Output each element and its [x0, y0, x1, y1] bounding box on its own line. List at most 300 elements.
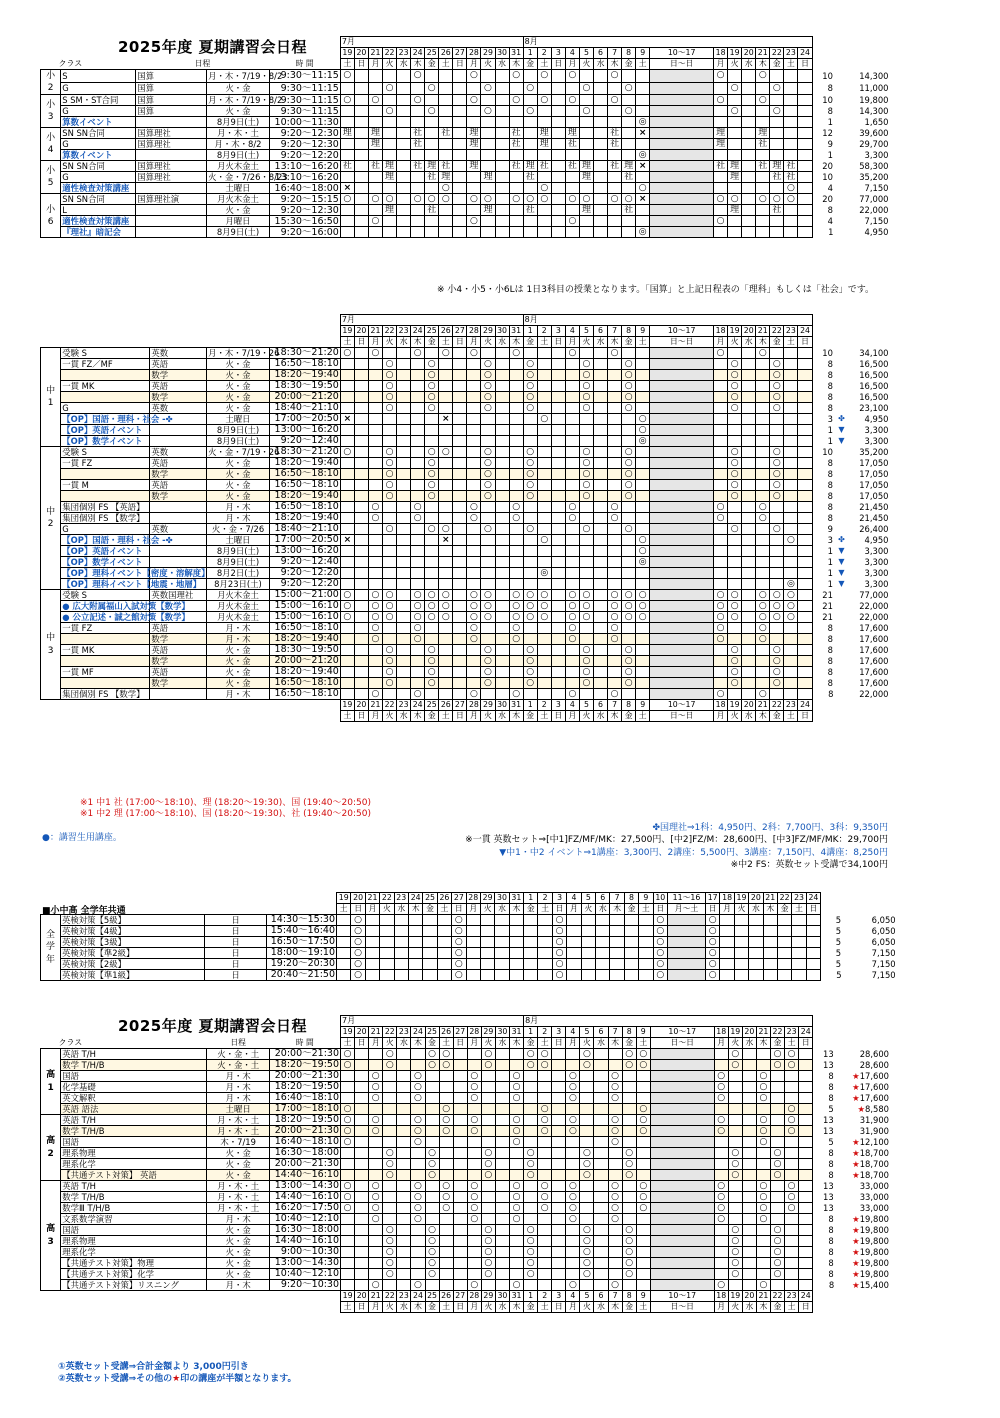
weekday-cell: 日	[355, 1302, 369, 1313]
empty-cell	[509, 579, 523, 590]
session-count: 10	[822, 172, 833, 183]
empty-cell	[594, 1049, 608, 1060]
empty-cell	[565, 678, 579, 689]
empty-cell	[537, 524, 551, 535]
schedule-days: 月・木・土	[207, 1126, 270, 1137]
empty-cell	[509, 1148, 523, 1159]
session-mark: ○	[467, 1115, 481, 1126]
class-time: 20:00～21:30	[270, 1049, 341, 1060]
empty-cell	[495, 612, 509, 623]
course-row	[41, 1115, 891, 1126]
empty-cell	[397, 568, 411, 579]
class-name: 一貫 FZ	[61, 458, 150, 469]
empty-cell	[565, 150, 579, 161]
session-mark: 社	[425, 172, 439, 183]
empty-cell	[636, 1258, 650, 1269]
date-cell: 24	[799, 1027, 813, 1038]
empty-cell	[785, 1148, 799, 1159]
price: 17,050	[859, 457, 889, 468]
session-mark: ○	[439, 590, 453, 601]
empty-cell	[622, 502, 636, 513]
session-mark: ○	[425, 612, 439, 623]
empty-cell	[439, 403, 453, 414]
course-row	[41, 1225, 891, 1236]
session-mark: ○	[425, 447, 439, 458]
session-mark: ○	[622, 1247, 636, 1258]
month-july: 7月	[340, 315, 523, 326]
empty-cell	[411, 359, 425, 370]
empty-cell	[481, 546, 495, 557]
empty-cell	[580, 1137, 594, 1148]
weekday-cell: 土	[341, 1302, 355, 1313]
empty-cell	[425, 557, 439, 568]
empty-cell	[411, 106, 425, 117]
date-cell: 1	[523, 48, 537, 59]
empty-cell	[509, 1236, 523, 1247]
session-mark: ○	[785, 1104, 799, 1115]
empty-cell	[495, 1126, 509, 1137]
empty-cell	[495, 1148, 509, 1159]
date-cell: 22	[770, 700, 784, 711]
empty-cell	[355, 1104, 369, 1115]
empty-cell	[742, 491, 756, 502]
session-mark: ○	[579, 106, 593, 117]
empty-cell	[439, 689, 453, 700]
empty-cell	[481, 70, 495, 83]
empty-cell	[397, 1060, 411, 1071]
empty-cell	[636, 370, 650, 381]
weekday-cell: 火	[581, 904, 595, 915]
empty-cell	[383, 1280, 397, 1291]
empty-cell	[481, 1126, 495, 1137]
elementary-schedule-table	[40, 36, 890, 238]
price: 16,500	[859, 391, 889, 402]
session-mark: ○	[481, 612, 495, 623]
option-symbol: ▼	[838, 568, 845, 577]
empty-cell	[593, 172, 607, 183]
empty-cell	[481, 95, 495, 106]
empty-cell	[742, 370, 756, 381]
symbol-blank	[834, 469, 848, 480]
session-mark: ○	[481, 392, 495, 403]
empty-cell	[566, 1247, 580, 1258]
session-mark: ○	[383, 1258, 397, 1269]
empty-cell	[552, 1170, 566, 1181]
session-mark: ○	[369, 1126, 383, 1137]
empty-cell	[763, 948, 777, 959]
schedule-days: 月・木	[207, 513, 270, 524]
date-cell: 24	[798, 48, 812, 59]
empty-cell	[481, 1104, 495, 1115]
empty-cell	[453, 172, 467, 183]
weekday-cell: 金	[425, 1302, 439, 1313]
empty-cell	[806, 937, 820, 948]
empty-cell	[538, 948, 552, 959]
schedule-days: 土曜日	[207, 1104, 270, 1115]
session-mark: ○	[467, 1126, 481, 1137]
session-mark: ○	[756, 1126, 770, 1137]
empty-cell	[369, 1137, 383, 1148]
price: 6,050	[871, 925, 896, 936]
empty-cell	[509, 926, 523, 937]
empty-cell	[622, 1082, 636, 1093]
session-mark: ○	[728, 1060, 742, 1071]
empty-cell	[495, 205, 509, 216]
empty-cell	[552, 1236, 566, 1247]
empty-cell	[552, 1159, 566, 1170]
class-time: 9:20～12:20	[269, 150, 340, 161]
session-mark: ○	[636, 183, 650, 194]
price: ★19,800	[852, 1235, 889, 1246]
empty-cell	[538, 1236, 552, 1247]
price: 3,300	[864, 545, 889, 556]
empty-cell	[537, 172, 551, 183]
empty-cell	[756, 1159, 770, 1170]
class-time: 18:30～19:50	[269, 645, 340, 656]
price: ★8,580	[857, 1103, 889, 1114]
course-row	[41, 425, 890, 436]
session-count: 8	[827, 468, 833, 479]
empty-cell	[411, 480, 425, 491]
session-mark: ○	[636, 1115, 650, 1126]
empty-cell	[785, 1093, 799, 1104]
empty-cell	[594, 1126, 608, 1137]
empty-cell	[636, 1093, 650, 1104]
empty-cell	[756, 1247, 770, 1258]
empty-cell	[495, 1170, 509, 1181]
weekday-cell: 火	[383, 1038, 397, 1049]
session-count: 8	[828, 1147, 834, 1158]
empty-cell	[397, 612, 411, 623]
empty-cell	[383, 623, 397, 634]
empty-cell	[439, 227, 453, 238]
class-name: 【OP】英語イベント	[61, 546, 150, 557]
empty-cell	[509, 425, 523, 436]
price: 35,200	[859, 446, 889, 457]
empty-cell	[608, 216, 622, 227]
empty-cell	[354, 348, 368, 359]
empty-cell	[728, 150, 742, 161]
symbol-blank	[835, 1280, 849, 1291]
empty-cell	[756, 1225, 770, 1236]
session-mark: ○	[523, 601, 537, 612]
symbol-blank	[835, 1082, 849, 1093]
session-mark: ○	[785, 1203, 799, 1214]
schedule-days: 木・7/19	[207, 1137, 270, 1148]
session-mark: ○	[411, 95, 425, 106]
empty-cell	[650, 425, 714, 436]
empty-cell	[439, 1269, 453, 1280]
empty-cell	[565, 458, 579, 469]
empty-cell	[785, 1258, 799, 1269]
weekday-cell: 月	[466, 904, 480, 915]
empty-cell	[650, 205, 714, 216]
schedule-days: 8月9日(土)	[207, 227, 270, 238]
weekday-cell: 日	[355, 1038, 369, 1049]
empty-cell	[397, 634, 411, 645]
empty-cell	[798, 623, 812, 634]
empty-cell	[523, 436, 537, 447]
class-name: ● 公立記述・誠之館対策【数学】	[62, 611, 190, 622]
session-mark: ○	[728, 480, 742, 491]
date-cell: 24	[799, 1291, 813, 1302]
empty-cell	[650, 689, 714, 700]
empty-cell	[799, 1049, 813, 1060]
session-mark: ○	[566, 1203, 580, 1214]
empty-cell	[537, 392, 551, 403]
empty-cell	[397, 1104, 411, 1115]
weekday-cell: 日	[452, 904, 466, 915]
empty-cell	[579, 579, 593, 590]
empty-cell	[453, 1148, 467, 1159]
session-mark: ○	[636, 1192, 650, 1203]
empty-cell	[467, 370, 481, 381]
weekday-cell: 日	[552, 1302, 566, 1313]
session-mark: ○	[728, 1258, 742, 1269]
empty-cell	[425, 414, 439, 425]
price: ★18,700	[852, 1147, 889, 1158]
class-time: 9:20～16:00	[269, 227, 340, 238]
empty-cell	[593, 601, 607, 612]
class-name: ● 広大附属福山入試対策【数学】	[62, 600, 190, 611]
date-cell: 2	[538, 1027, 552, 1038]
session-mark: ○	[467, 623, 481, 634]
session-mark: ○	[523, 359, 537, 370]
empty-cell	[439, 1148, 453, 1159]
empty-cell	[667, 970, 705, 981]
session-count: 8	[828, 1235, 834, 1246]
empty-cell	[552, 1082, 566, 1093]
weekday-cell: 日	[653, 904, 667, 915]
course-row	[41, 1192, 891, 1203]
session-mark: ○	[467, 348, 481, 359]
empty-cell	[509, 447, 523, 458]
session-mark: ○	[383, 1049, 397, 1060]
empty-cell	[467, 579, 481, 590]
empty-cell	[728, 139, 742, 150]
session-mark: ○	[341, 1181, 355, 1192]
session-mark: ○	[785, 1115, 799, 1126]
schedule-days: 月・木	[207, 689, 270, 700]
session-mark: ○	[481, 359, 495, 370]
date-cell: 6	[593, 700, 607, 711]
empty-cell	[368, 546, 382, 557]
session-mark: ○	[481, 370, 495, 381]
empty-cell	[742, 436, 756, 447]
empty-cell	[354, 612, 368, 623]
empty-cell	[636, 106, 650, 117]
empty-cell	[593, 106, 607, 117]
empty-cell	[566, 1258, 580, 1269]
empty-cell	[714, 469, 728, 480]
empty-cell	[467, 1225, 481, 1236]
class-name	[61, 392, 150, 403]
empty-cell	[394, 937, 408, 948]
date-cell: 22	[383, 326, 397, 337]
empty-cell	[792, 959, 806, 970]
empty-cell	[425, 216, 439, 227]
empty-cell	[538, 1225, 552, 1236]
empty-cell	[622, 414, 636, 425]
session-mark: ○	[770, 656, 784, 667]
empty-cell	[639, 970, 653, 981]
empty-cell	[495, 414, 509, 425]
empty-cell	[495, 392, 509, 403]
class-time: 16:30～18:00	[270, 1148, 341, 1159]
empty-cell	[551, 623, 565, 634]
empty-cell	[756, 1148, 770, 1159]
empty-cell	[593, 590, 607, 601]
empty-cell	[337, 959, 351, 970]
course-row	[41, 205, 890, 216]
weekday-cell: 水	[394, 904, 408, 915]
empty-cell	[608, 1225, 622, 1236]
empty-cell	[411, 568, 425, 579]
session-mark: ○	[653, 937, 667, 948]
session-mark: ○	[622, 1225, 636, 1236]
empty-cell	[799, 1280, 813, 1291]
date-cell: 22	[383, 700, 397, 711]
session-mark: 社	[565, 161, 579, 172]
session-mark: 理	[728, 161, 742, 172]
session-mark: ○	[467, 612, 481, 623]
session-count: 10	[822, 347, 833, 358]
session-mark: ○	[425, 1049, 439, 1060]
empty-cell	[742, 546, 756, 557]
class-name: 【OP】数学イベント	[61, 557, 150, 568]
session-mark: ○	[552, 959, 566, 970]
session-mark: ◎	[636, 436, 650, 447]
empty-cell	[552, 1225, 566, 1236]
empty-cell	[355, 1137, 369, 1148]
date-cell: 25	[425, 1027, 439, 1038]
session-mark: ○	[580, 1170, 594, 1181]
empty-cell	[397, 1225, 411, 1236]
date-cell: 31	[509, 1027, 523, 1038]
empty-cell	[594, 1236, 608, 1247]
empty-cell	[728, 623, 742, 634]
session-count: 1	[827, 567, 833, 578]
empty-cell	[439, 425, 453, 436]
empty-cell	[509, 205, 523, 216]
empty-cell	[798, 139, 812, 150]
date-cell: 30	[495, 1291, 509, 1302]
session-mark: ○	[425, 392, 439, 403]
weekday-cell: 木	[763, 904, 777, 915]
empty-cell	[581, 915, 595, 926]
session-mark: ○	[622, 656, 636, 667]
session-mark: ○	[509, 1181, 523, 1192]
empty-cell	[453, 1236, 467, 1247]
empty-cell	[467, 106, 481, 117]
empty-cell	[756, 480, 770, 491]
header-blank	[41, 1291, 341, 1302]
empty-cell	[354, 469, 368, 480]
empty-cell	[580, 1192, 594, 1203]
empty-cell	[579, 95, 593, 106]
empty-cell	[798, 425, 812, 436]
empty-cell	[340, 139, 354, 150]
session-mark: ○	[728, 601, 742, 612]
empty-cell	[466, 948, 480, 959]
session-mark: ○	[481, 381, 495, 392]
empty-cell	[624, 959, 638, 970]
empty-cell	[439, 546, 453, 557]
empty-cell	[799, 1093, 813, 1104]
note-fs: ※中2 FS：英数セット受講で34,100円	[730, 860, 888, 870]
session-mark: ○	[608, 623, 622, 634]
session-mark: ○	[579, 645, 593, 656]
grade-label: 全 学 年	[41, 915, 61, 981]
empty-cell	[383, 436, 397, 447]
session-count: 1	[827, 578, 833, 589]
course-row	[41, 216, 890, 227]
empty-cell	[509, 1104, 523, 1115]
course-row	[41, 579, 890, 590]
course-row	[41, 645, 890, 656]
empty-cell	[593, 656, 607, 667]
page-title-2: 2025年度 夏期講習会日程	[118, 1017, 307, 1035]
empty-cell	[622, 568, 636, 579]
empty-cell	[453, 656, 467, 667]
empty-cell	[397, 513, 411, 524]
empty-cell	[383, 546, 397, 557]
empty-cell	[425, 436, 439, 447]
empty-cell	[538, 1214, 552, 1225]
empty-cell	[636, 513, 650, 524]
empty-cell	[608, 1269, 622, 1280]
empty-cell	[439, 359, 453, 370]
subjects	[136, 117, 207, 128]
weekday-cell: 木	[509, 711, 523, 722]
empty-cell	[453, 117, 467, 128]
empty-cell	[770, 502, 784, 513]
empty-cell	[734, 926, 748, 937]
empty-cell	[453, 216, 467, 227]
empty-cell	[509, 106, 523, 117]
empty-cell	[770, 139, 784, 150]
date-cell: 2	[538, 893, 552, 904]
empty-cell	[784, 480, 798, 491]
empty-cell	[495, 425, 509, 436]
empty-cell	[650, 1203, 714, 1214]
weekday-cell: 水	[749, 904, 763, 915]
course-row	[41, 95, 890, 106]
weekday-cell: 土	[537, 337, 551, 348]
empty-cell	[481, 1203, 495, 1214]
weekday-cell: 月	[714, 1302, 728, 1313]
empty-cell	[785, 1159, 799, 1170]
session-mark: ○	[728, 1148, 742, 1159]
session-mark: ○	[509, 95, 523, 106]
course-row	[41, 535, 890, 546]
session-mark: ○	[537, 183, 551, 194]
session-mark: ○	[714, 95, 728, 106]
class-name	[61, 469, 150, 480]
empty-cell	[608, 678, 622, 689]
empty-cell	[579, 348, 593, 359]
empty-cell	[610, 937, 624, 948]
empty-cell	[770, 95, 784, 106]
date-cell: 29	[481, 1027, 495, 1038]
empty-cell	[798, 82, 812, 95]
session-mark: ○	[714, 1181, 728, 1192]
empty-cell	[608, 1247, 622, 1258]
empty-cell	[636, 645, 650, 656]
empty-cell	[383, 634, 397, 645]
empty-cell	[368, 172, 382, 183]
class-time: 9:30～11:15	[269, 70, 340, 83]
